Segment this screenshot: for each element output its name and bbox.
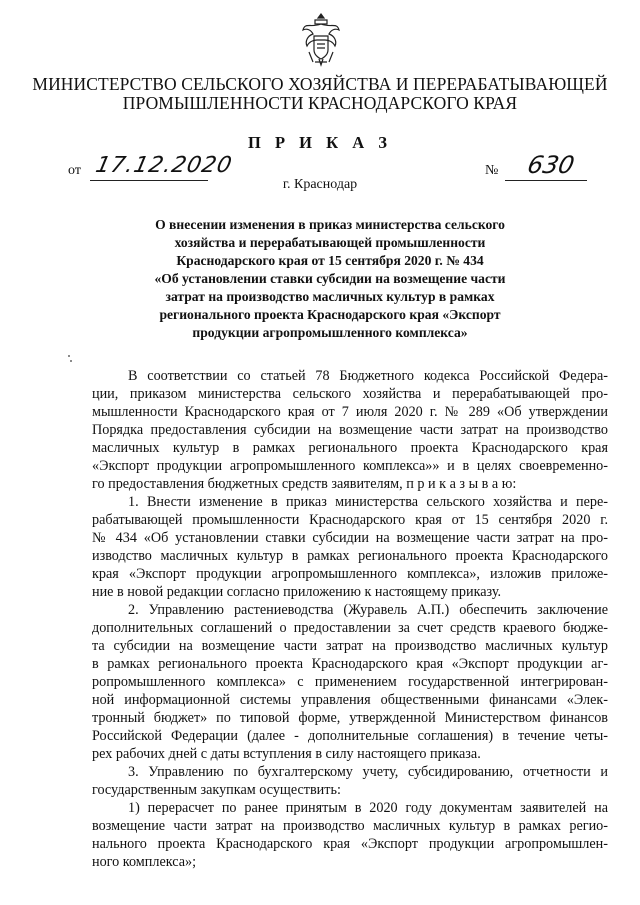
body-text-line: ние в новой редакции согласно приложению к настоящему приказу. xyxy=(92,584,502,600)
city-line: г. Краснодар xyxy=(282,177,358,192)
body-text-line: ропромышленного комплекса» с применением государственной интегрирован- xyxy=(92,674,608,690)
date-label: от xyxy=(68,163,81,178)
body-text-line: нального проекта Краснодарского края «Экспорт продукции агропромышлен- xyxy=(92,836,608,852)
title-line: хозяйства и перерабатывающей промышленности xyxy=(174,235,486,250)
coat-of-arms-emblem xyxy=(301,12,341,68)
ministry-name-line-2: ПРОМЫШЛЕННОСТИ КРАСНОДАРСКОГО КРАЯ xyxy=(122,93,518,113)
ministry-name-line-1: МИНИСТЕРСТВО СЕЛЬСКОГО ХОЗЯЙСТВА И ПЕРЕРАБАТЫВАЮЩЕЙ xyxy=(32,74,608,94)
body-text-line: В соответствии со статьей 78 Бюджетного кодекса Российской Федера- xyxy=(128,368,608,384)
body-text-line: № 434 «Об установлении ставки субсидии на возмещение части затрат на про- xyxy=(92,530,608,546)
body-text-line: дополнительных соглашений о предоставлении за счет средств краевого бюдже- xyxy=(92,620,608,636)
body-text-line: государственным закупкам осуществить: xyxy=(92,782,341,798)
title-line: «Об установлении ставки субсидии на возмещение части xyxy=(154,271,506,286)
body-text-line: ции, приказом министерства сельского хозяйства и перерабатывающей про- xyxy=(92,386,608,402)
title-line: затрат на производство масличных культур в рамках xyxy=(165,289,495,304)
body-text-line: та субсидии на возмещение части затрат на производство масличных культур xyxy=(92,638,608,654)
number-label: № xyxy=(485,163,499,178)
scan-speck xyxy=(68,355,70,357)
body-text-line: изводство масличных культур в рамках регионального проекта Краснодарского xyxy=(92,548,608,564)
scan-speck xyxy=(70,360,72,362)
body-text-line: 3. Управлению по бухгалтерскому учету, субсидированию, отчетности и xyxy=(128,764,608,780)
body-text-line: мышленности Краснодарского края от 7 июля 2020 г. № 289 «Об утверждении xyxy=(92,404,608,420)
body-text-line: «Экспорт продукции агропромышленного комплекса»» и в целях своевременно- xyxy=(92,458,608,474)
body-text-line: возмещение части затрат на производство масличных культур в рамках регио- xyxy=(92,818,608,834)
body-text-line: ной информационной системы управления общественными финансами «Элек- xyxy=(92,692,608,708)
title-line: продукции агропромышленного комплекса» xyxy=(192,325,468,340)
body-text-line: тронный бюджет» по типовой форме, утвержденной Министерством финансов xyxy=(92,710,608,726)
body-text-line: рабатывающей промышленности Краснодарского края от 15 сентября 2020 г. xyxy=(92,512,608,528)
body-text-line: края «Экспорт продукции агропромышленного комплекса», изложив приложе- xyxy=(92,566,608,582)
body-text-line: Порядка предоставления субсидии на возмещение части затрат на производство xyxy=(92,422,608,438)
body-text-line: Российской Федерации (далее - дополнительные соглашения) в течение четы- xyxy=(92,728,608,744)
body-text-line: рех рабочих дней с даты вступления в силу настоящего приказа. xyxy=(92,746,481,762)
body-text-line: ного комплекса»; xyxy=(92,854,197,870)
title-line: Краснодарского края от 15 сентября 2020 г. № 434 xyxy=(176,253,484,268)
body-text-line: в рамках регионального проекта Краснодарского края «Экспорт продукции аг- xyxy=(92,656,608,672)
title-line: регионального проекта Краснодарского края «Экспорт xyxy=(159,307,501,322)
body-text-line: масличных культур в рамках регионального проекта Краснодарского края xyxy=(92,440,608,456)
body-text-line: 2. Управлению растениеводства (Журавель А.П.) обеспечить заключение xyxy=(128,602,608,618)
body-text-line: 1. Внести изменение в приказ министерства сельского хозяйства и пере- xyxy=(128,494,608,510)
body-text-line: го предоставления бюджетных средств заявителям, п р и к а з ы в а ю: xyxy=(92,476,517,492)
body-text-line: 1) перерасчет по ранее принятым в 2020 году документам заявителей на xyxy=(128,800,608,816)
handwritten-date: 17.12.2020 xyxy=(93,153,235,178)
handwritten-number: 630 xyxy=(525,151,577,179)
document-type-heading: П Р И К А З xyxy=(248,133,392,152)
title-line: О внесении изменения в приказ министерства сельского xyxy=(155,217,505,232)
